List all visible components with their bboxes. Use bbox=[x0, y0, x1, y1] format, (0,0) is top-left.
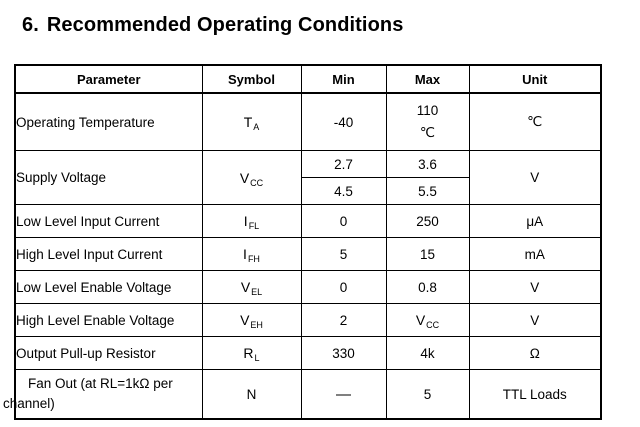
max-unit: ℃ bbox=[419, 125, 436, 140]
unit-cell: ℃ bbox=[469, 93, 601, 151]
max-cell: 5.5 bbox=[386, 178, 469, 205]
header-parameter: Parameter bbox=[15, 65, 202, 93]
symbol-text: I bbox=[243, 246, 247, 262]
max-cell: 5 bbox=[386, 370, 469, 420]
header-max: Max bbox=[386, 65, 469, 93]
parameter-line-1: Fan Out (at RL=1kΩ per bbox=[28, 376, 173, 391]
symbol-cell bbox=[202, 238, 301, 271]
table-row bbox=[15, 151, 601, 178]
symbol-subscript: CC bbox=[250, 177, 264, 188]
unit-cell: mA bbox=[469, 238, 601, 271]
min-cell: 4.5 bbox=[301, 178, 386, 205]
symbol-text: T bbox=[243, 114, 253, 130]
symbol-cell bbox=[202, 304, 301, 337]
min-cell: 0 bbox=[301, 205, 386, 238]
unit-cell: V bbox=[469, 304, 601, 337]
unit-cell: TTL Loads bbox=[469, 370, 601, 420]
section-number: 6. bbox=[22, 14, 39, 36]
min-cell: 5 bbox=[301, 238, 386, 271]
table-row bbox=[15, 205, 601, 238]
max-value: 110 bbox=[416, 103, 439, 118]
header-symbol: Symbol bbox=[202, 65, 301, 93]
table-row bbox=[15, 304, 601, 337]
min-cell: -40 bbox=[301, 93, 386, 151]
max-cell: 15 bbox=[386, 238, 469, 271]
max-cell: 3.6 bbox=[386, 151, 469, 178]
min-cell: 0 bbox=[301, 271, 386, 304]
unit-cell: Ω bbox=[469, 337, 601, 370]
symbol-text: V bbox=[239, 169, 250, 186]
unit-cell: V bbox=[469, 151, 601, 205]
symbol-text: V bbox=[240, 312, 250, 328]
table-row bbox=[15, 271, 601, 304]
min-cell: — bbox=[301, 370, 386, 420]
table-header-row bbox=[15, 65, 601, 93]
min-cell: 330 bbox=[301, 337, 386, 370]
table-row bbox=[15, 93, 601, 151]
symbol-cell bbox=[202, 151, 301, 205]
parameter-cell: High Level Enable Voltage bbox=[15, 304, 202, 337]
parameter-cell: Operating Temperature bbox=[15, 93, 202, 151]
parameter-cell: Supply Voltage bbox=[15, 151, 202, 205]
unit-cell: V bbox=[469, 271, 601, 304]
max-symbol-text: V bbox=[415, 312, 426, 328]
parameter-cell: Low Level Input Current bbox=[15, 205, 202, 238]
min-cell: 2 bbox=[301, 304, 386, 337]
parameter-line-2: channel) bbox=[3, 396, 55, 411]
max-symbol-subscript: CC bbox=[426, 320, 440, 330]
symbol-subscript: EH bbox=[250, 320, 263, 330]
max-cell: 250 bbox=[386, 205, 469, 238]
symbol-cell bbox=[202, 337, 301, 370]
unit-cell: μA bbox=[469, 205, 601, 238]
section-heading bbox=[22, 14, 403, 37]
header-min: Min bbox=[301, 65, 386, 93]
parameter-cell: Output Pull-up Resistor bbox=[15, 337, 202, 370]
min-cell: 2.7 bbox=[301, 151, 386, 178]
parameter-cell bbox=[3, 370, 202, 420]
symbol-subscript: L bbox=[254, 353, 260, 363]
max-cell: 0.8 bbox=[386, 271, 469, 304]
symbol-text: I bbox=[243, 213, 248, 229]
operating-conditions-table bbox=[3, 64, 602, 420]
max-cell: 4k bbox=[386, 337, 469, 370]
table-row bbox=[15, 370, 601, 420]
symbol-text: R bbox=[243, 345, 254, 361]
max-cell bbox=[386, 304, 469, 337]
parameter-cell: High Level Input Current bbox=[15, 238, 202, 271]
table-row bbox=[15, 238, 601, 271]
symbol-subscript: A bbox=[253, 122, 260, 132]
symbol-cell bbox=[202, 93, 301, 151]
header-unit: Unit bbox=[469, 65, 601, 93]
table-row bbox=[15, 337, 601, 370]
max-cell bbox=[386, 93, 469, 151]
symbol-text: V bbox=[240, 279, 251, 295]
symbol-cell bbox=[202, 205, 301, 238]
symbol-cell: N bbox=[202, 370, 301, 420]
symbol-cell bbox=[202, 271, 301, 304]
symbol-subscript: EL bbox=[251, 287, 263, 297]
symbol-subscript: FL bbox=[248, 221, 260, 231]
symbol-subscript: FH bbox=[247, 254, 260, 264]
section-title: Recommended Operating Conditions bbox=[46, 14, 404, 36]
parameter-cell: Low Level Enable Voltage bbox=[15, 271, 202, 304]
